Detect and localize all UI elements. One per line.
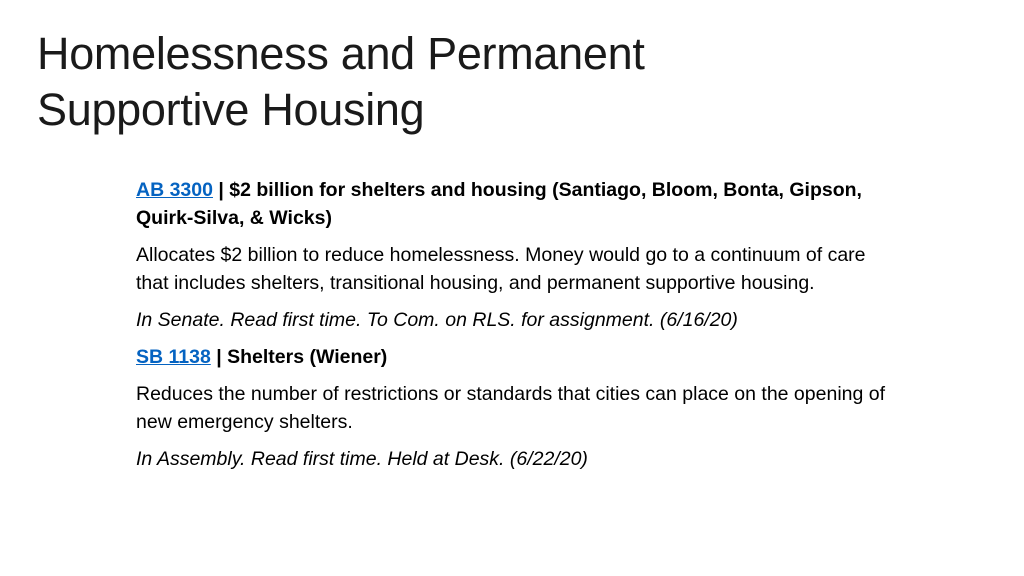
bill-status: In Senate. Read first time. To Com. on RLS. for assignment. (6/16/20) <box>136 309 738 331</box>
slide-title-line1: Homelessness and Permanent <box>37 28 645 79</box>
bill-ab-3300 <box>136 176 896 334</box>
bill-heading <box>136 176 896 232</box>
bill-description: Reduces the number of restrictions or standards that cities can place on the opening of new emergency shelters. <box>136 383 886 433</box>
bill-heading <box>136 343 896 371</box>
slide-title-line2: Supportive Housing <box>37 84 425 135</box>
bill-link-ab-3300[interactable]: AB 3300 <box>136 179 213 201</box>
bill-heading-text: | $2 billion for shelters and housing (Santiago, Bloom, Bonta, Gipson, Quirk-Silva, & Wicks) <box>136 179 862 229</box>
bill-list <box>136 176 896 473</box>
bill-status: In Assembly. Read first time. Held at Desk. (6/22/20) <box>136 448 588 470</box>
bill-description: Allocates $2 billion to reduce homelessness. Money would go to a continuum of care that includes shelters, transitional housing, and permanent supportive housing. <box>136 244 866 294</box>
slide-title <box>37 26 937 138</box>
bill-link-sb-1138[interactable]: SB 1138 <box>136 346 211 368</box>
bill-sb-1138 <box>136 343 896 473</box>
bill-heading-text: | Shelters (Wiener) <box>210 346 388 368</box>
